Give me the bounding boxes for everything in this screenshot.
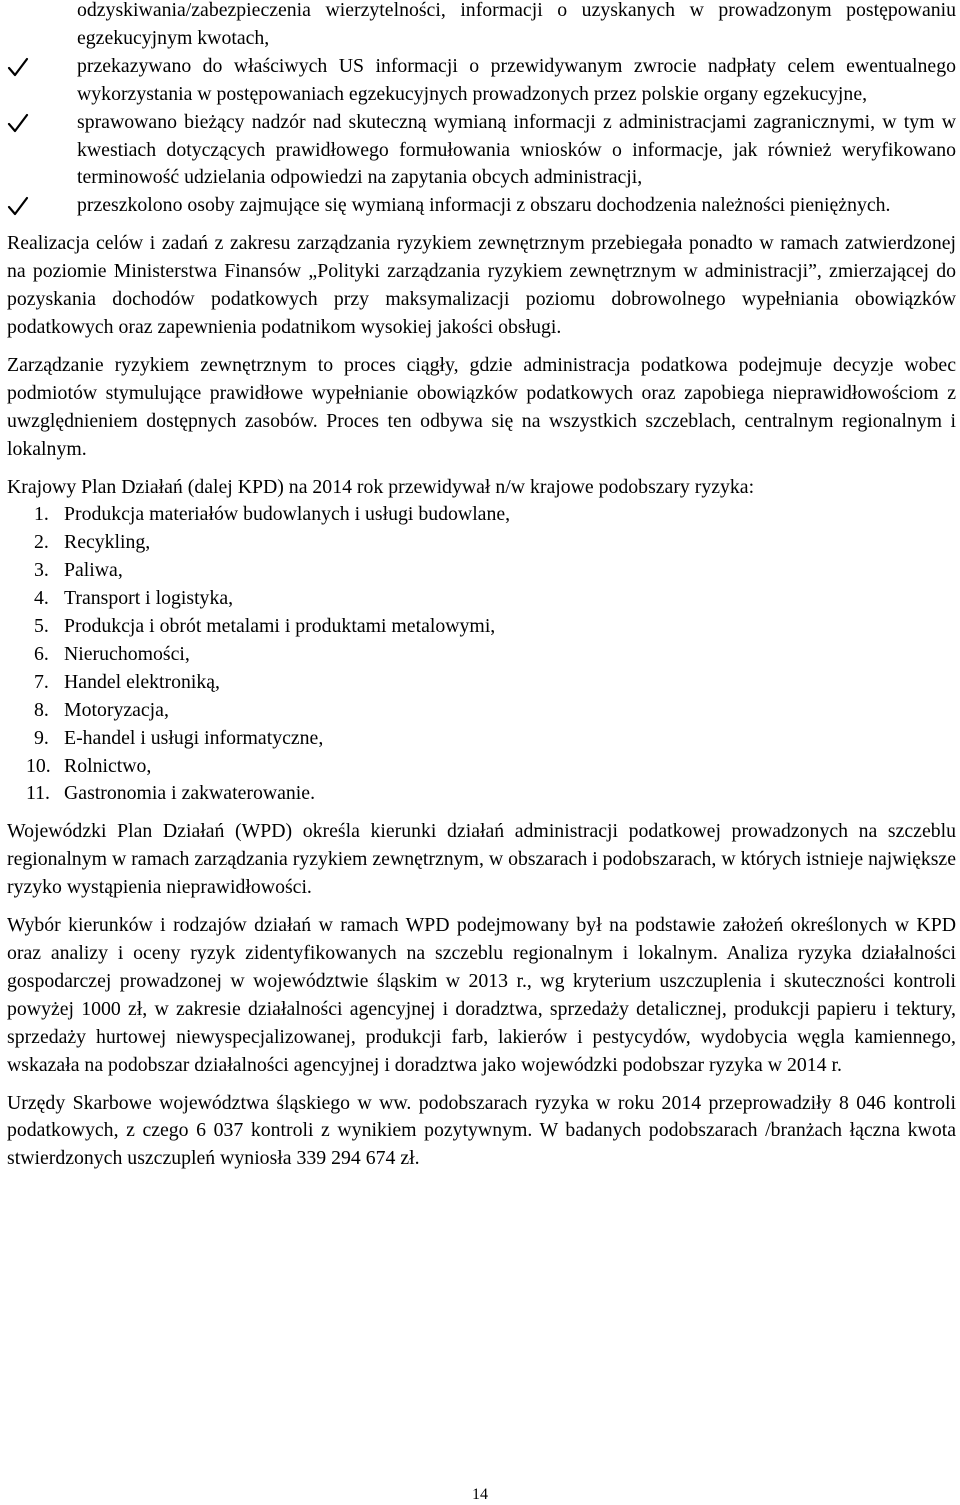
list-number: 3. (34, 559, 49, 582)
list-item (7, 697, 956, 725)
list-item-text: Motoryzacja, (64, 698, 169, 721)
list-item-text: sprawowano bieżący nadzór nad skuteczną wymianą informacji z administracjami zagranicznymi, w tym w kwestiach dotyczących prawidłowego formułowania wniosków o informacje, jak również weryfikowano terminowość udzielania odpowiedzi na zapytania obcych administracji, (77, 110, 956, 189)
list-item (7, 725, 956, 753)
paragraph-wpd-selection: Wybór kierunków i rodzajów działań w ramach WPD podejmowany był na podstawie założeń określonych w KPD oraz analizy i oceny ryzyk zidentyfikowanych na szczeblu regionalnym i lokalnym. Analiza ryzyka działalności gospodarczej prowadzonej w województwie śląskim w 2013 r., wg kryterium uszczuplenia i skuteczności kontroli powyżej 1000 zł, w zakresie działalności agencyjnej i doradztwa, sprzedaży detalicznej, produkcji papieru i tektury, sprzedaży hurtowej niewyspecjalizowanej, produkcji farb, lakierów i pestycydów, wydobycia węgla kamiennego, wskazała na podobszar działalności agencyjnej i doradztwa jako wojewódzki podobszar ryzyka w 2014 r. (7, 914, 956, 1076)
paragraph-kpd-intro: Krajowy Plan Działań (dalej KPD) na 2014 rok przewidywał n/w krajowe podobszary ryzyka: (7, 475, 755, 498)
list-number: 7. (34, 670, 49, 693)
list-number: 2. (34, 531, 49, 554)
list-item (7, 780, 956, 808)
list-item-text: Gastronomia i zakwaterowanie. (64, 782, 316, 805)
list-item-text: Produkcja materiałów budowlanych i usługi budowlane, (64, 503, 511, 526)
paragraph-risk-policy: Realizacja celów i zadań z zakresu zarządzania ryzykiem zewnętrznym przebiegała ponadto w ramach zatwierdzonej na poziomie Ministerstwa Finansów „Polityki zarządzania ryzykiem zewnętrznym w administracji”, zmierzającej do pozyskania dochodów podatkowych przy maksymalizacji poziomu dobrowolnego wypełniania obowiązków podatkowych oraz zapewnienia podatnikom wysokiej jakości obsługi. (7, 232, 956, 338)
checkmark-icon (7, 53, 29, 81)
document-page (7, 0, 956, 1173)
list-number: 11. (26, 782, 50, 805)
list-item-text: Transport i logistyka, (64, 587, 234, 610)
list-item (7, 109, 956, 193)
list-number: 8. (34, 698, 49, 721)
list-item (7, 557, 956, 585)
list-item (7, 529, 956, 557)
list-item (7, 53, 956, 109)
list-item-text: odzyskiwania/zabezpieczenia wierzytelności, informacji o uzyskanych w prowadzonym postępowaniu egzekucyjnym kwotach, (77, 0, 956, 49)
list-item-text: Recykling, (64, 531, 151, 554)
list-item-text: Paliwa, (64, 559, 123, 582)
list-number: 1. (34, 503, 49, 526)
list-item-text: Produkcja i obrót metalami i produktami metalowymi, (64, 615, 496, 638)
list-item (7, 613, 956, 641)
list-number: 6. (34, 642, 49, 665)
list-item-text: E-handel i usługi informatyczne, (64, 726, 324, 749)
list-item (7, 585, 956, 613)
checkmark-icon (7, 109, 29, 137)
list-item-text: Rolnictwo, (64, 754, 152, 777)
checkmark-list (7, 0, 956, 220)
list-item (7, 192, 956, 220)
list-item-text: Handel elektroniką, (64, 670, 220, 693)
list-item (7, 753, 956, 781)
paragraph-risk-management: Zarządzanie ryzykiem zewnętrznym to proces ciągły, gdzie administracja podatkowa podejmuje decyzje wobec podmiotów stymulujące prawidłowe wypełnianie obowiązków podatkowych oraz zapobiega nieprawidłowościom z uwzględnieniem dostępnych zasobów. Proces ten odbywa się na wszystkich szczeblach, centralnym regionalnym i lokalnym. (7, 353, 956, 460)
list-item-text: Nieruchomości, (64, 642, 190, 665)
list-item (7, 669, 956, 697)
list-item (7, 641, 956, 669)
paragraph-tax-offices: Urzędy Skarbowe województwa śląskiego w ww. podobszarach ryzyka w roku 2014 przeprowadziły 8 046 kontroli podatkowych, z czego 6 037 kontroli z wynikiem pozytywnym. W badanych podobszarach /branżach łączna kwota stwierdzonych uszczupleń wyniosła 339 294 674 zł. (7, 1091, 956, 1170)
list-item-text: przekazywano do właściwych US informacji o przewidywanym zwrocie nadpłaty celem ewentualnego wykorzystania w postępowaniach egzekucyjnych prowadzonych przez polskie organy egzekucyjne, (77, 54, 956, 105)
checkmark-icon (7, 192, 29, 220)
list-item (7, 501, 956, 529)
list-number: 5. (34, 615, 49, 638)
list-number: 10. (26, 754, 51, 777)
list-item-text: przeszkolono osoby zajmujące się wymianą informacji z obszaru dochodzenia należności pieniężnych. (77, 194, 891, 217)
risk-subareas-list (7, 501, 956, 808)
paragraph-wpd: Wojewódzki Plan Działań (WPD) określa kierunki działań administracji podatkowej prowadzonych na szczeblu regionalnym w ramach zarządzania ryzykiem zewnętrznym, w obszarach i podobszarach, w których istnieje największe ryzyko wystąpienia nieprawidłowości. (7, 820, 956, 899)
list-number: 9. (34, 726, 49, 749)
page-number: 14 (472, 1486, 488, 1503)
list-item (7, 0, 956, 53)
list-number: 4. (34, 587, 49, 610)
